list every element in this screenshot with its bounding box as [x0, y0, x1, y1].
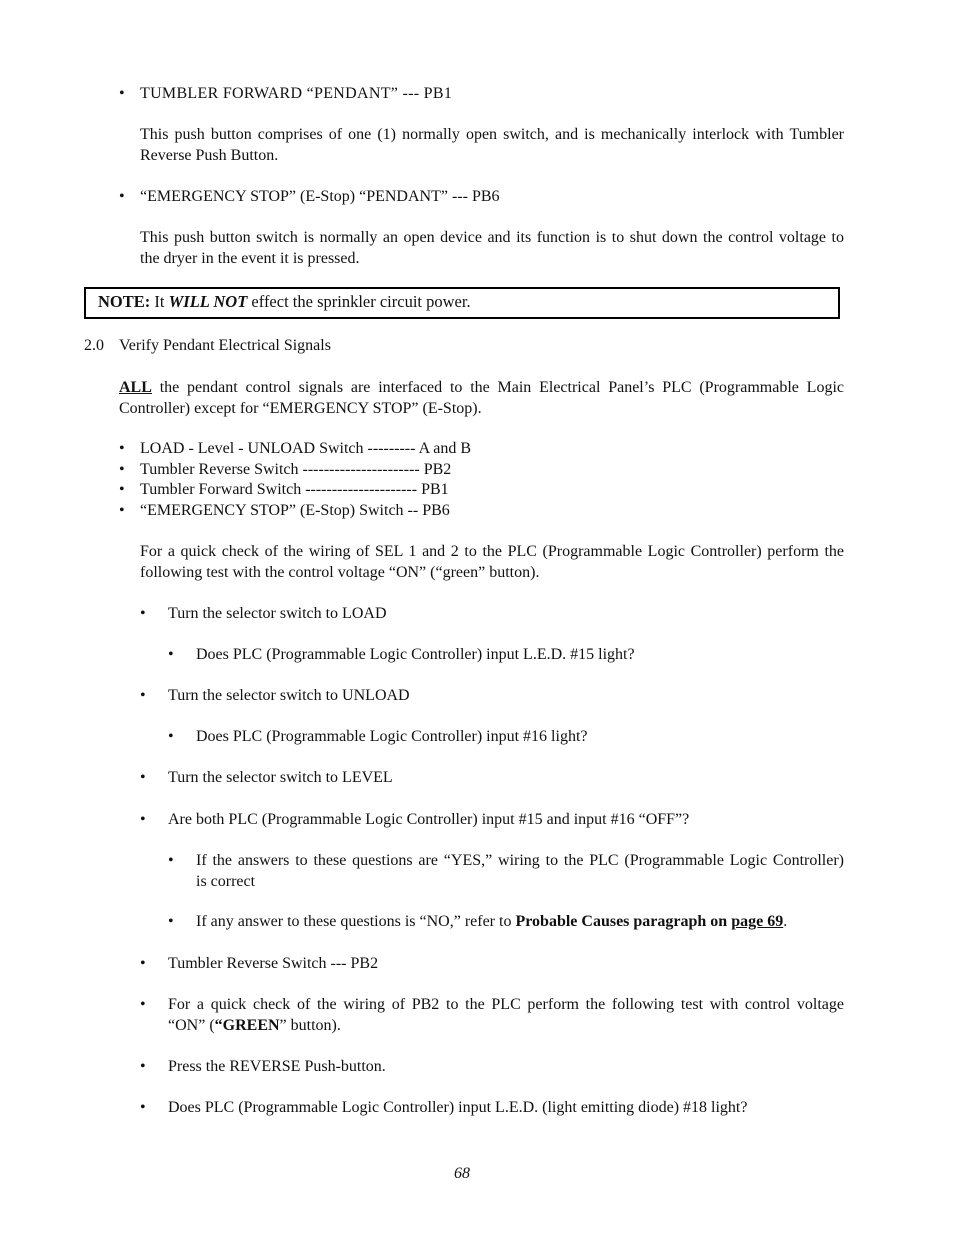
signal-item: Tumbler Forward Switch --------------------- PB1	[140, 481, 449, 498]
signal-item: Tumbler Reverse Switch ---------------------- PB2	[140, 461, 452, 478]
quick-check-paragraph: For a quick check of the wiring of SEL 1 and 2 to the PLC (Programmable Logic Controller) perform the following test with the control voltage “ON” (“green” button).	[140, 543, 844, 581]
bullet: •	[168, 852, 174, 869]
bullet: •	[140, 1058, 146, 1075]
note-label: NOTE:	[98, 292, 151, 311]
step-press-reverse: Press the REVERSE Push-button.	[168, 1058, 386, 1075]
page-69-link[interactable]: page 69	[731, 913, 784, 930]
bullet: •	[140, 687, 146, 704]
step-pb2: Tumbler Reverse Switch --- PB2	[168, 955, 379, 972]
signal-item: “EMERGENCY STOP” (E-Stop) Switch -- PB6	[140, 502, 450, 519]
question-input-16: Does PLC (Programmable Logic Controller) input #16 light?	[196, 728, 588, 745]
bullet: •	[119, 440, 125, 457]
para-pb1: This push button comprises of one (1) normally open switch, and is mechanically interlock with Tumbler Reverse Push Button.	[140, 126, 844, 164]
signal-item: LOAD - Level - UNLOAD Switch --------- A and B	[140, 440, 472, 457]
bullet: •	[119, 481, 125, 498]
intro-all: ALL	[119, 379, 152, 396]
question-input-18: Does PLC (Programmable Logic Controller) input L.E.D. (light emitting diode) #18 light?	[168, 1099, 748, 1116]
bullet: •	[119, 502, 125, 519]
bullet: •	[119, 461, 125, 478]
step-level: Turn the selector switch to LEVEL	[168, 769, 393, 786]
bullet: •	[140, 811, 146, 828]
bullet: •	[119, 85, 125, 102]
bullet: •	[140, 769, 146, 786]
note-box: NOTE: It WILL NOT effect the sprinkler circuit power.	[84, 287, 840, 319]
bullet: •	[140, 1099, 146, 1116]
para-pb6: This push button switch is normally an open device and its function is to shut down the control voltage to the dryer in the event it is pressed.	[140, 229, 844, 267]
item-pb1-heading: TUMBLER FORWARD “PENDANT” --- PB1	[140, 85, 453, 102]
answer-no: If any answer to these questions is “NO,” refer to Probable Causes paragraph on page 69.	[196, 913, 788, 930]
answer-yes: If the answers to these questions are “YES,” wiring to the PLC (Programmable Logic Controller) is correct	[196, 852, 844, 890]
pb2-check: For a quick check of the wiring of PB2 to the PLC perform the following test with control voltage “ON” (“GREEN” button).	[168, 996, 844, 1034]
note-emphasis: WILL NOT	[168, 292, 248, 311]
step-both-off: Are both PLC (Programmable Logic Controller) input #15 and input #16 “OFF”?	[168, 811, 690, 828]
item-pb6-heading: “EMERGENCY STOP” (E-Stop) “PENDANT” --- PB6	[140, 188, 500, 205]
bullet: •	[119, 188, 125, 205]
question-input-15: Does PLC (Programmable Logic Controller) input L.E.D. #15 light?	[196, 646, 635, 663]
bullet: •	[140, 955, 146, 972]
step-unload: Turn the selector switch to UNLOAD	[168, 687, 410, 704]
bullet: •	[140, 605, 146, 622]
bullet: •	[168, 728, 174, 745]
page-number: 68	[454, 1165, 470, 1182]
section-title: Verify Pendant Electrical Signals	[119, 337, 331, 354]
intro-paragraph: ALL the pendant control signals are interfaced to the Main Electrical Panel’s PLC (Programmable Logic Controller) except for “EMERGENCY STOP” (E-Stop).	[119, 379, 844, 417]
bullet: •	[168, 913, 174, 930]
step-load: Turn the selector switch to LOAD	[168, 605, 387, 622]
bullet: •	[140, 996, 146, 1013]
section-number: 2.0	[84, 337, 104, 354]
bullet: •	[168, 646, 174, 663]
